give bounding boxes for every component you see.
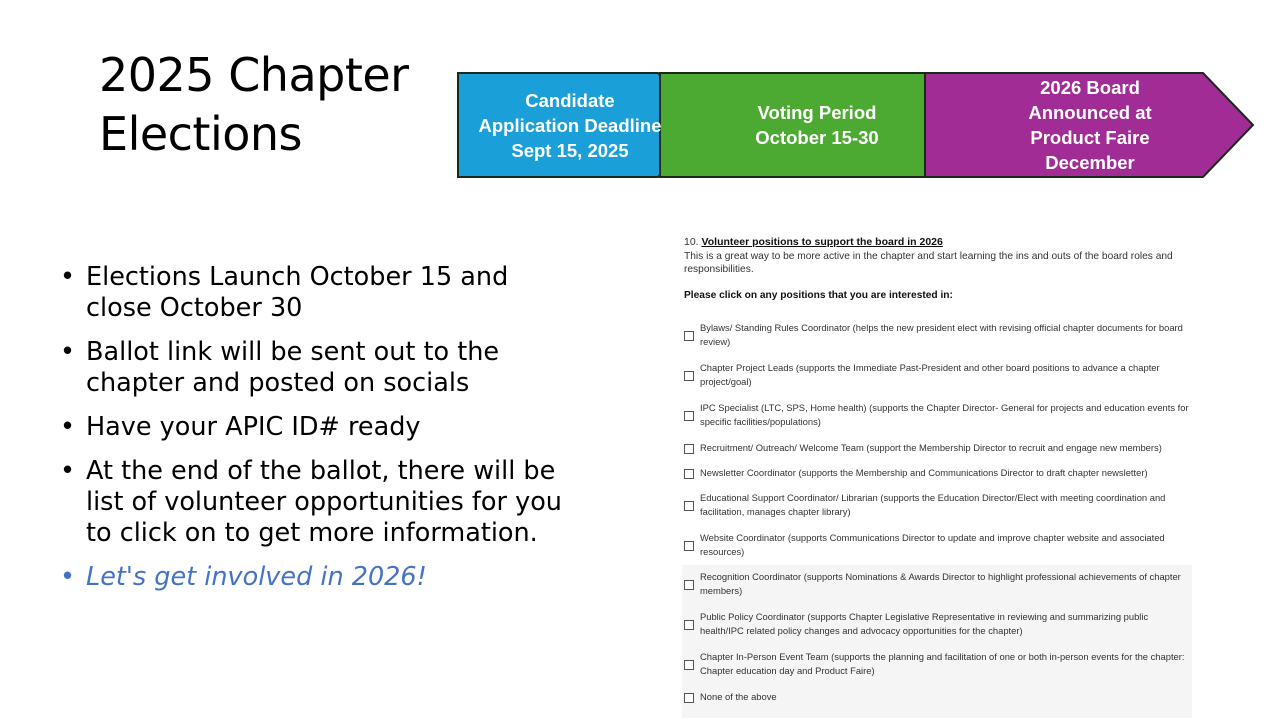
option-label [700,531,1190,559]
option-label [700,570,1190,598]
bullet-dot-icon: • [60,562,76,592]
option-label-line: Chapter education day and Product Faire) [700,665,875,676]
bullet-item [60,262,600,324]
option-label [700,650,1190,678]
timeline-step-line: October 15-30 [755,127,879,148]
option-checkbox[interactable] [684,580,694,590]
option-checkbox[interactable] [684,620,694,630]
option-label-line: health/IPC related policy changes and advocacy opportunities for the chapter) [700,625,1023,636]
bullet-text-line: Have your APIC ID# ready [86,412,421,442]
timeline-step-line: 2026 Board [1040,77,1140,98]
option-checkbox[interactable] [684,501,694,511]
option-label-line: review) [700,336,731,347]
timeline-step-line: Announced at [1028,102,1152,123]
bullet-item [60,412,600,443]
option-label [700,491,1190,519]
option-label-line: IPC Specialist (LTC, SPS, Home health) (supports the Chapter Director- General for projects and education events for [700,402,1189,413]
bullet-text-line: list of volunteer opportunities for you [86,487,562,517]
timeline-step-line: Sept 15, 2025 [511,139,629,161]
description-line: This is a great way to be more active in the chapter and start learning the ins and outs of the board roles and [684,251,1173,262]
bullet-text-line: close October 30 [86,293,303,323]
option-checkbox[interactable] [684,411,694,421]
bullet-item [60,562,600,593]
bullet-item [60,456,600,549]
timeline-step-line: December [1045,152,1135,173]
option-checkbox[interactable] [684,541,694,551]
bullet-dot-icon: • [60,412,76,442]
option-label-line: members) [700,585,743,596]
timeline-step-line: Application Deadline [478,114,662,136]
description-line: responsibilities. [684,264,754,275]
option-label-line: project/goal) [700,376,752,387]
option-label [700,690,1190,704]
option-label-line: Chapter Project Leads (supports the Immediate Past-President and other board positions to advance a chapter [700,362,1160,373]
bullet-text-line: to click on to get more information. [86,518,538,548]
option-checkbox[interactable] [684,660,694,670]
option-label-line: Newsletter Coordinator (supports the Membership and Communications Director to draft chapter newsletter) [700,467,1148,478]
option-label-line: None of the above [700,691,777,702]
timeline-step-line: Product Faire [1030,127,1150,148]
option-checkbox[interactable] [684,444,694,454]
timeline-step-line: Voting Period [757,102,877,123]
bullet-dot-icon: • [60,337,76,367]
option-label-line: facilitation, manages chapter library) [700,506,851,517]
bullet-item [60,337,600,399]
option-label [700,361,1190,389]
option-label-line: Chapter In-Person Event Team (supports the planning and facilitation of one or both in-person events for the chapter: [700,651,1185,662]
bullet-dot-icon: • [60,456,76,486]
option-label-line: Public Policy Coordinator (supports Chapter Legislative Representative in reviewing and summarizing public [700,611,1149,622]
option-checkbox[interactable] [684,331,694,341]
option-label [700,321,1190,349]
bullet-text-line: Ballot link will be sent out to the [86,337,500,367]
option-checkbox[interactable] [684,693,694,703]
option-label-line: Educational Support Coordinator/ Librarian (supports the Education Director/Elect with meeting coordination and [700,492,1166,503]
bullet-text-line: Let's get involved in 2026! [86,562,427,592]
volunteer-form [682,232,1192,718]
option-label-line: Recognition Coordinator (supports Nominations & Awards Director to highlight professional achievements of chapter [700,571,1181,582]
bullet-text-line: At the end of the ballot, there will be [86,456,556,486]
question-number: 10. [684,236,699,248]
option-checkbox[interactable] [684,371,694,381]
option-label [700,401,1190,429]
bullet-list [60,262,600,606]
option-label-line: resources) [700,546,745,557]
option-checkbox[interactable] [684,469,694,479]
option-label [700,610,1190,638]
question-description [684,250,1189,276]
timeline-step-line: Candidate [525,89,615,111]
question-title: Volunteer positions to support the board in 2026 [701,236,943,248]
title-line: 2025 Chapter [99,48,409,102]
timeline-step-label-1 [462,73,678,177]
option-label [700,441,1190,455]
bullet-dot-icon: • [60,262,76,292]
option-label-line: Bylaws/ Standing Rules Coordinator (helps the new president elect with revising official chapter documents for board [700,322,1183,333]
option-label [700,466,1190,480]
timeline-step-label-3 [970,73,1210,177]
bullet-text-line: Elections Launch October 15 and [86,262,509,292]
option-label-line: Website Coordinator (supports Communications Director to update and improve chapter website and associated [700,532,1165,543]
option-label-line: specific facilities/populations) [700,416,821,427]
question-heading [684,236,943,248]
bullet-text-line: chapter and posted on socials [86,368,470,398]
title-line: Elections [99,107,303,161]
option-label-line: Recruitment/ Outreach/ Welcome Team (support the Membership Director to recruit and engage new members) [700,442,1162,453]
question-prompt: Please click on any positions that you are interested in: [684,290,953,301]
timeline-step-label-2 [706,73,928,177]
